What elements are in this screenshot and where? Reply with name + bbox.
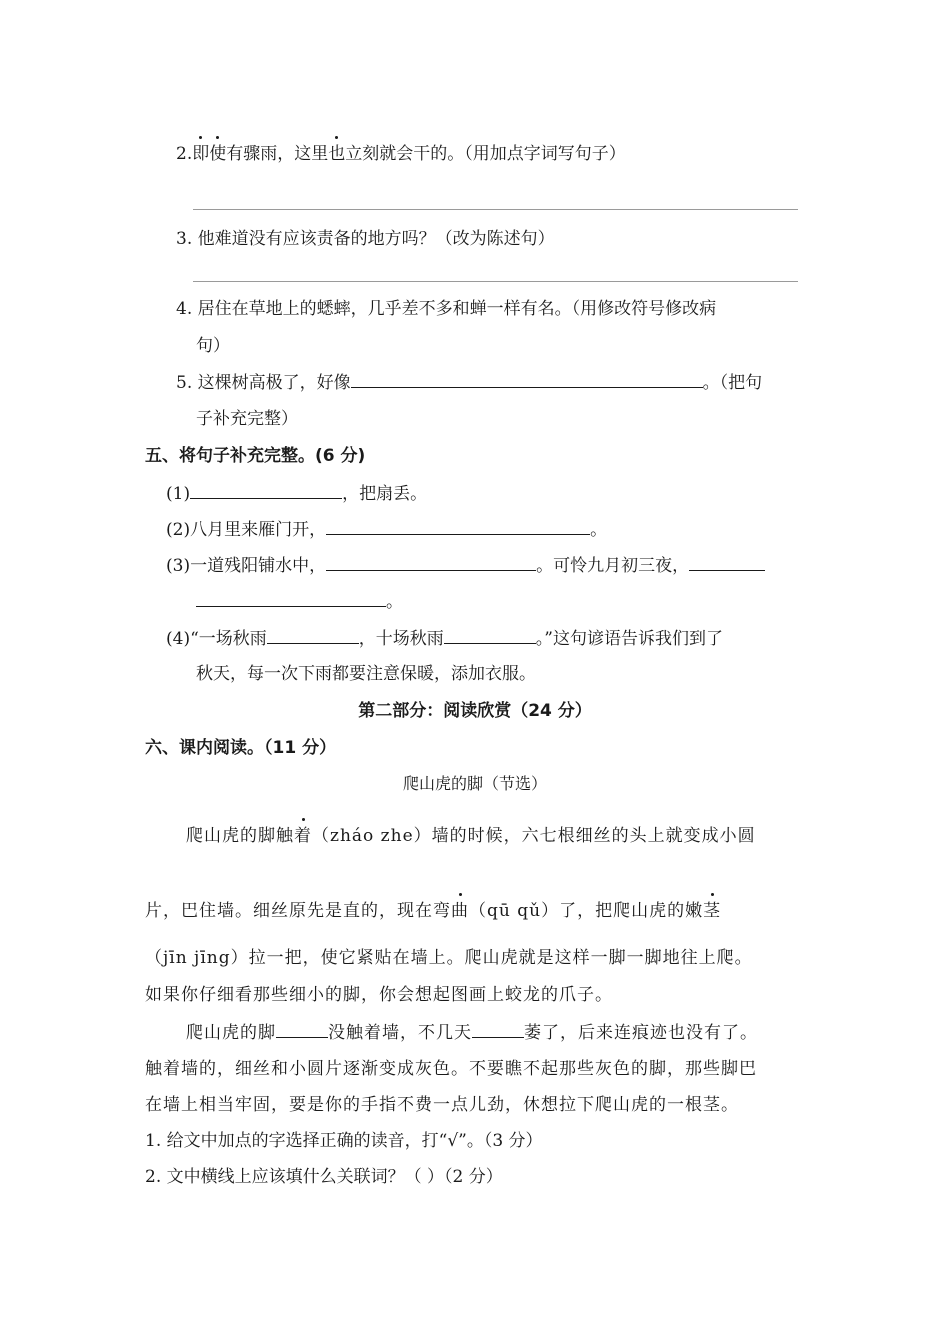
- answer-line[interactable]: [193, 281, 798, 282]
- dotted-char: 茎: [703, 901, 722, 921]
- passage-line: 如果你仔细看那些细小的脚，你会想起图画上蛟龙的爪子。: [145, 985, 613, 1005]
- fill-blank[interactable]: [276, 1021, 328, 1038]
- passage-line: 触着墙的，细丝和小圆片逐渐变成灰色。不要瞧不起那些灰色的脚，那些脚巴: [145, 1059, 757, 1079]
- dotted-char: 着: [294, 826, 312, 846]
- question-text: 立刻就会干的。（用加点字词写句子）: [345, 144, 626, 164]
- passage-text: 爬山虎的脚触: [186, 826, 294, 846]
- passage-line: [186, 1021, 758, 1044]
- passage-text: 萎了，后来连痕迹也没有了。: [524, 1023, 758, 1043]
- item-text: “一场秋雨: [190, 629, 267, 649]
- item-text: 。”这句谚语告诉我们到了: [535, 629, 723, 649]
- fill-blank[interactable]: [326, 554, 536, 571]
- section-5-item-1: [166, 482, 427, 505]
- fill-blank[interactable]: [689, 554, 765, 571]
- section-5-item-2: [166, 518, 607, 541]
- section-5-item-3-line2: [196, 590, 403, 613]
- reading-question-1: 1. 给文中加点的字选择正确的读音，打“√”。（3 分）: [145, 1131, 543, 1151]
- passage-title: 爬山虎的脚（节选）: [402, 774, 547, 793]
- item-text: 。: [590, 520, 608, 540]
- question-5: [176, 371, 762, 394]
- question-4-line1: 4. 居住在草地上的蟋蟀，几乎差不多和蝉一样有名。（用修改符号修改病: [176, 299, 717, 319]
- fill-blank[interactable]: [472, 1021, 524, 1038]
- question-4-line2: 句）: [196, 336, 230, 356]
- item-text: 一道残阳铺水中，: [190, 556, 327, 576]
- section-5-item-4: [166, 627, 723, 650]
- section-6-title: 六、课内阅读。（11 分）: [145, 738, 337, 758]
- passage-text: 片，巴住墙。细丝原先是直的，现在弯: [145, 901, 451, 921]
- fill-blank[interactable]: [351, 371, 703, 388]
- passage-line: 在墙上相当牢固，要是你的手指不费一点儿劲，休想拉下爬山虎的一根茎。: [145, 1095, 739, 1115]
- item-number: (4): [166, 629, 191, 649]
- item-text: 。: [386, 592, 403, 612]
- question-number: 2.: [176, 144, 193, 164]
- passage-line: [186, 825, 756, 847]
- fill-blank[interactable]: [196, 590, 386, 607]
- question-5-line2: 子补充完整）: [196, 409, 298, 429]
- reading-question-2: 2. 文中横线上应该填什么关联词？（ ）（2 分）: [145, 1167, 503, 1187]
- dotted-char: 也: [328, 144, 346, 164]
- item-number: (3): [166, 556, 191, 576]
- passage-text: 爬山虎的脚: [186, 1023, 276, 1043]
- section-5-title: 五、将句子补充完整。(6 分): [145, 446, 366, 466]
- item-text: ，把扇丢。: [342, 484, 428, 504]
- passage-line: [145, 900, 721, 922]
- dotted-char: 即: [192, 144, 210, 164]
- passage-line: （jīn jīng）拉一把，使它紧贴在墙上。爬山虎就是这样一脚一脚地往上爬。: [145, 948, 753, 968]
- fill-blank[interactable]: [267, 627, 359, 644]
- question-text: 有骤雨，这里: [226, 144, 329, 164]
- item-text: 八月里来雁门开，: [190, 520, 327, 540]
- question-2: [176, 143, 626, 165]
- section-5-item-3: [166, 554, 765, 577]
- item-number: (2): [166, 520, 191, 540]
- question-3: 3. 他难道没有应该责备的地方吗？（改为陈述句）: [176, 229, 555, 249]
- passage-text: （zháo zhe）墙的时候，六七根细丝的头上就变成小圆: [312, 826, 756, 846]
- part-2-heading: 第二部分：阅读欣赏（24 分）: [358, 701, 592, 721]
- item-number: (1): [166, 484, 191, 504]
- question-text: 5. 这棵树高极了，好像: [176, 373, 351, 393]
- answer-line[interactable]: [193, 209, 798, 210]
- question-text: 。（把句: [702, 373, 763, 393]
- passage-text: （qū qǔ）了，把爬山虎的嫩: [469, 901, 704, 921]
- fill-blank[interactable]: [190, 482, 342, 499]
- section-5-item-4-line2: 秋天，每一次下雨都要注意保暖，添加衣服。: [196, 664, 536, 684]
- fill-blank[interactable]: [326, 518, 590, 535]
- item-text: 。可怜九月初三夜，: [536, 556, 690, 576]
- passage-text: 没触着墙，不几天: [328, 1023, 472, 1043]
- fill-blank[interactable]: [444, 627, 536, 644]
- item-text: ，十场秋雨: [358, 629, 444, 649]
- dotted-char: 曲: [451, 901, 469, 921]
- dotted-char: 使: [209, 144, 227, 164]
